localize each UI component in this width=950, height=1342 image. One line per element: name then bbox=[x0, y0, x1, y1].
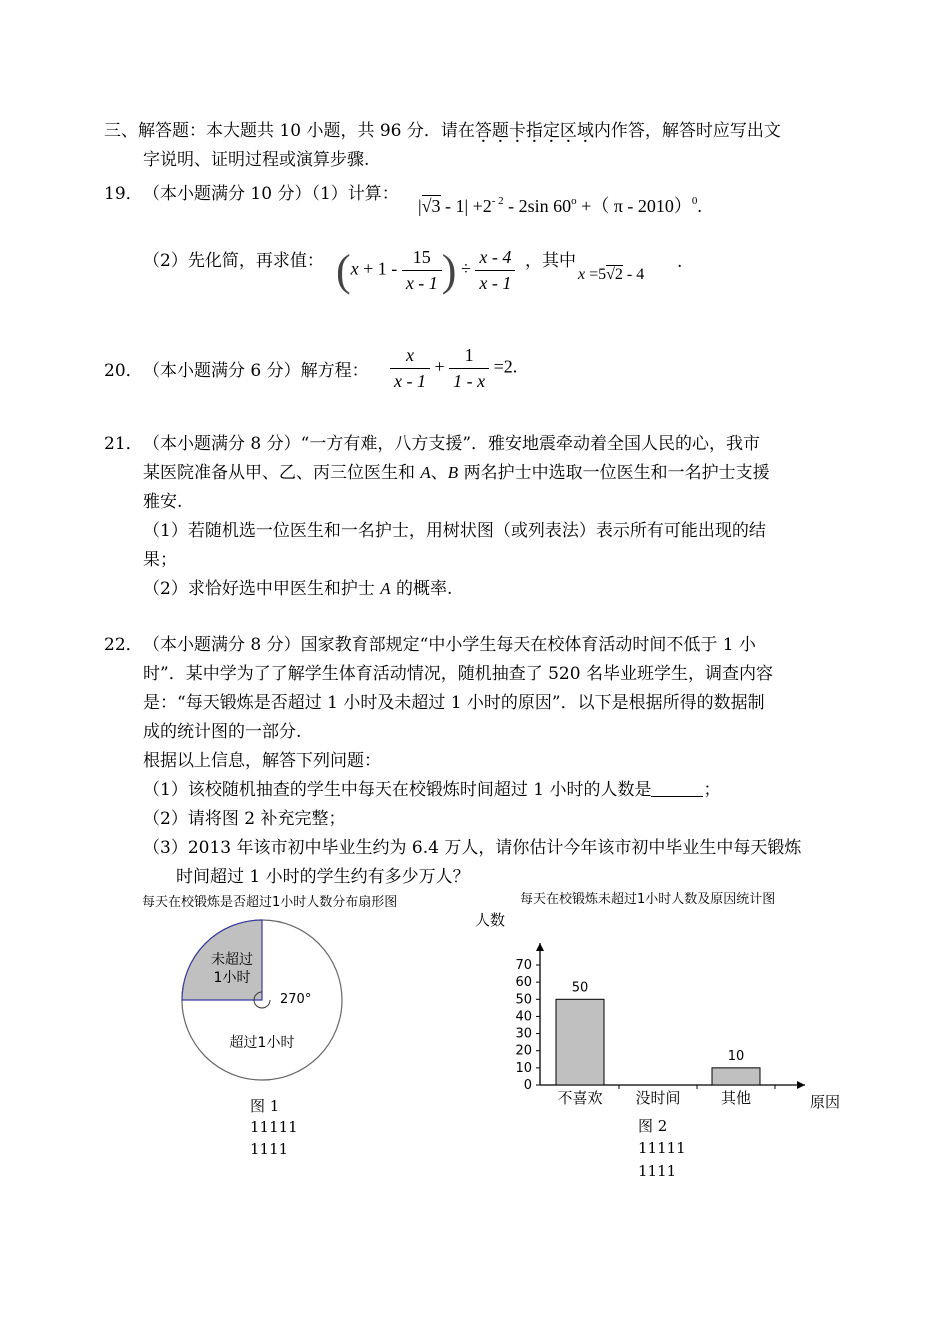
q19-part2-end: . bbox=[677, 252, 683, 272]
emphasis-char: 指 bbox=[525, 121, 543, 141]
q22-line9: 时间超过 1 小时的学生约有多少万人？ bbox=[176, 867, 470, 887]
q19-degree: o bbox=[571, 195, 577, 207]
x-axis-arrow bbox=[797, 1081, 805, 1089]
q21-line6-nurse: A bbox=[380, 579, 391, 598]
bar bbox=[712, 1068, 760, 1085]
emphasis-char: 答 bbox=[474, 121, 492, 141]
bar bbox=[556, 999, 604, 1085]
q19-frac2 bbox=[475, 247, 515, 294]
q20-rhs: =2 bbox=[493, 356, 513, 377]
bar-value-label: 10 bbox=[727, 1048, 745, 1064]
q19-xval-b: =5 bbox=[585, 266, 607, 283]
fig1-extra1: 11111 bbox=[250, 1118, 298, 1136]
q22-line2: 时”．某中学为了了解学生体育活动情况，随机抽查了 520 名毕业班学生，调查内容 bbox=[143, 664, 773, 684]
pie-slice-label-large: 超过1小时 bbox=[229, 1035, 295, 1051]
paren-close: ) bbox=[441, 246, 457, 295]
q19-divide: ÷ bbox=[460, 258, 471, 279]
q20-frac2-num: 1 bbox=[449, 345, 489, 369]
q19-frac1-num: 15 bbox=[402, 247, 442, 271]
y-tick-label: 60 bbox=[515, 975, 532, 991]
q20-frac2 bbox=[449, 345, 489, 392]
q19-expr-b: - 1| +2 bbox=[440, 196, 492, 216]
q20-end: . bbox=[512, 356, 518, 377]
q21-line3: 雅安. bbox=[143, 492, 183, 512]
q21-line6-b: 的概率. bbox=[390, 579, 453, 599]
q20-frac1 bbox=[390, 345, 430, 392]
q19-frac1 bbox=[402, 247, 442, 294]
q19-where: ，其中 bbox=[525, 251, 576, 271]
q21-sep: 、 bbox=[430, 463, 448, 483]
q21-line1: （本小题满分 8 分）“一方有难，八方支援”．雅安地震牵动着全国人民的心，我市 bbox=[143, 434, 761, 454]
q21-line2-a: 某医院准备从甲、乙、丙三位医生和 bbox=[143, 463, 421, 483]
q20-frac1-den: x - 1 bbox=[394, 371, 426, 391]
q19-part1-text: （本小题满分 10 分）（1）计算： bbox=[143, 184, 399, 204]
q19-frac2-den: x - 1 bbox=[479, 273, 512, 293]
y-axis-label: 人数 bbox=[475, 911, 506, 929]
y-tick-label: 50 bbox=[515, 992, 532, 1008]
q22-line4: 成的统计图的一部分. bbox=[143, 722, 302, 742]
fig2-extra2: 1111 bbox=[638, 1162, 677, 1180]
q19-frac2-num: x - 4 bbox=[475, 247, 515, 271]
q22-line7: （2）请将图 2 补充完整； bbox=[143, 809, 346, 829]
paren-open: ( bbox=[336, 246, 351, 295]
bar-value-label: 50 bbox=[571, 980, 589, 996]
q19-exp1: - 2 bbox=[491, 195, 504, 207]
q19-part2-text: （2）先化简，再求值： bbox=[143, 251, 324, 271]
fig1-pie-chart bbox=[170, 910, 420, 1090]
section-header-line1 bbox=[104, 120, 781, 142]
x-category-label: 没时间 bbox=[635, 1089, 681, 1107]
q21-line2 bbox=[143, 462, 770, 484]
q21-line6-a: （2）求恰好选中甲医生和护士 bbox=[143, 579, 381, 599]
emphasis-char: 卡 bbox=[508, 121, 526, 141]
q19-xval-sqrt: √2 bbox=[606, 266, 623, 283]
q19-xval-sqrt-value: 2 bbox=[614, 266, 623, 283]
fig1-caption: 图 1 bbox=[250, 1097, 280, 1115]
q21-nurse-b: B bbox=[447, 463, 459, 482]
q19-plus1: + 1 - bbox=[358, 258, 402, 279]
q21-nurse-a: A bbox=[420, 463, 431, 482]
q21-line6 bbox=[143, 578, 452, 600]
q19-part2-expression bbox=[336, 245, 515, 296]
q22-line6 bbox=[143, 779, 720, 801]
q19-x: x bbox=[350, 258, 359, 279]
fig2-caption: 图 2 bbox=[638, 1117, 668, 1135]
pie-angle-label: 270° bbox=[280, 992, 312, 1007]
fig1-title: 每天在校锻炼是否超过1小时人数分布扇形图 bbox=[142, 895, 398, 910]
emphasis-char: 题 bbox=[491, 121, 509, 141]
answer-blank[interactable] bbox=[651, 780, 703, 797]
x-axis-label: 原因 bbox=[809, 1093, 841, 1111]
q22-line8: （3）2013 年该市初中毕业生约为 6.4 万人，请你估计今年该市初中毕业生中每天锻炼 bbox=[143, 838, 802, 858]
y-axis-arrow bbox=[536, 943, 544, 951]
q19-xval-x: x bbox=[578, 266, 586, 283]
q22-line5: 根据以上信息，解答下列问题： bbox=[143, 751, 381, 771]
fig2-bar-chart bbox=[465, 905, 850, 1115]
section-header-text-a: 三、解答题：本大题共 10 小题，共 96 分．请在 bbox=[104, 121, 475, 141]
q19-sqrt: √3 bbox=[421, 196, 441, 216]
pie-slice-label-1: 未超过 bbox=[211, 952, 253, 968]
q20-plus: + bbox=[434, 356, 445, 377]
section-header-text-b: 内作答，解答时应写出文 bbox=[593, 121, 781, 141]
q22-line1: （本小题满分 8 分）国家教育部规定“中小学生每天在校体育活动时间不低于 1 小 bbox=[143, 635, 756, 655]
y-tick-label: 0 bbox=[523, 1078, 532, 1093]
q20-frac2-den: 1 - x bbox=[453, 371, 486, 391]
y-tick-label: 20 bbox=[515, 1043, 532, 1059]
pie-slice-label-2: 1小时 bbox=[213, 970, 251, 986]
q19-expr-end: . bbox=[697, 196, 702, 216]
fig2-extra1: 11111 bbox=[638, 1139, 686, 1157]
y-tick-label: 70 bbox=[515, 958, 532, 973]
q22-line3: 是：“每天锻炼是否超过 1 小时及未超过 1 小时的原因”．以下是根据所得的数据制 bbox=[143, 693, 765, 713]
q19-expr-c: - 2sin 60 bbox=[503, 196, 572, 216]
q20-equation bbox=[390, 345, 517, 392]
q21-number: 21． bbox=[104, 434, 143, 454]
fig2-title: 每天在校锻炼未超过1小时人数及原因统计图 bbox=[520, 892, 776, 907]
q19-number: 19． bbox=[104, 184, 143, 204]
q22-number: 22． bbox=[104, 635, 143, 655]
y-tick-label: 30 bbox=[515, 1026, 532, 1042]
section-header-emphasis bbox=[475, 121, 594, 141]
q20-text: （本小题满分 6 分）解方程： bbox=[143, 361, 369, 381]
q22-line6-b: ； bbox=[703, 780, 721, 800]
emphasis-char: 定 bbox=[542, 121, 560, 141]
emphasis-char: 区 bbox=[559, 121, 577, 141]
q19-xvalue bbox=[578, 266, 644, 284]
q20-frac1-num: x bbox=[390, 345, 430, 369]
fig1-extra2: 1111 bbox=[250, 1140, 289, 1158]
q22-line6-a: （1）该校随机抽查的学生中每天在校锻炼时间超过 1 小时的人数是 bbox=[143, 780, 652, 800]
q19-exp2: 0 bbox=[691, 195, 698, 207]
y-tick-label: 40 bbox=[515, 1009, 532, 1025]
x-category-label: 不喜欢 bbox=[557, 1089, 603, 1107]
q21-line2-b: 两名护士中选取一位医生和一名护士支援 bbox=[458, 463, 770, 483]
q19-expr-abs-open: | bbox=[418, 196, 422, 216]
emphasis-char: 域 bbox=[576, 121, 594, 141]
q19-part1-expression bbox=[418, 192, 702, 218]
y-tick-label: 10 bbox=[515, 1060, 532, 1076]
x-category-label: 其他 bbox=[720, 1089, 752, 1107]
q19-sqrt-value: 3 bbox=[431, 196, 441, 216]
q20-number: 20． bbox=[104, 361, 143, 381]
q19-frac1-den: x - 1 bbox=[405, 273, 438, 293]
q19-xval-c: - 4 bbox=[622, 266, 645, 283]
q19-expr-d: +（ π - 2010） bbox=[576, 196, 692, 216]
q21-line4: （1）若随机选一位医生和一名护士，用树状图（或列表法）表示所有可能出现的结 bbox=[143, 521, 766, 541]
section-header-line2: 字说明、证明过程或演算步骤. bbox=[143, 150, 370, 170]
q21-line5: 果； bbox=[143, 550, 177, 570]
